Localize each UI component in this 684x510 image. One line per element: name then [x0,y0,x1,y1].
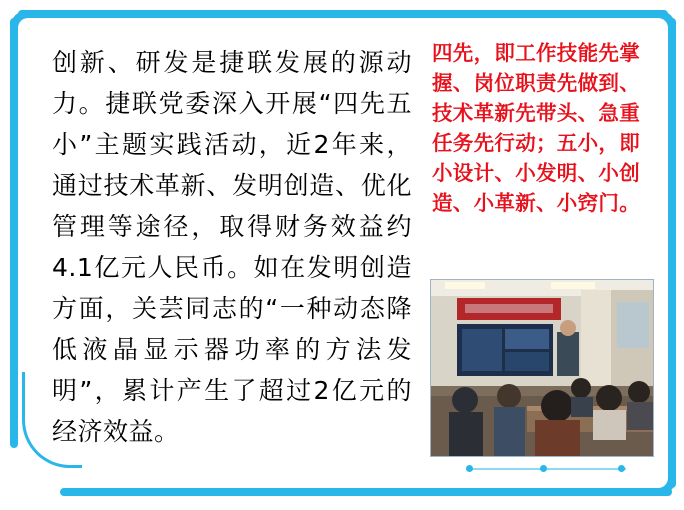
decorative-dot [466,465,473,472]
decorative-swoosh-stub [22,372,25,412]
frame-border-top [18,10,668,18]
decorative-dot [618,465,625,472]
body-paragraph: 创新、研发是捷联发展的源动力。捷联党委深入开展“四先五小”主题实践活动，近2年来，通过技术革新、发明创造、优化管理等途径，取得财务效益约4.1亿元人民币。如在发明创造方面，关芸同志的“一种动态降低液晶显示器功率的方法发明”，累计产生了超过2亿元的经济效益。 [52,48,412,446]
callout-text: 四先，即工作技能先掌握、岗位职责先做到、技术革新先带头、急重任务先行动；五小，即小设计、小发明、小创造、小革新、小窍门。 [432,41,640,215]
decorative-dot-row [466,464,626,474]
photo-illustration [431,280,653,456]
decorative-dot [540,465,547,472]
frame-border-right [668,18,676,488]
frame-border-left [10,18,18,448]
frame-corner-top-left [10,10,36,36]
meeting-photo [430,279,654,457]
frame-corner-bottom-right [650,470,676,496]
frame-corner-top-right [650,10,676,36]
frame-border-bottom [60,488,672,496]
